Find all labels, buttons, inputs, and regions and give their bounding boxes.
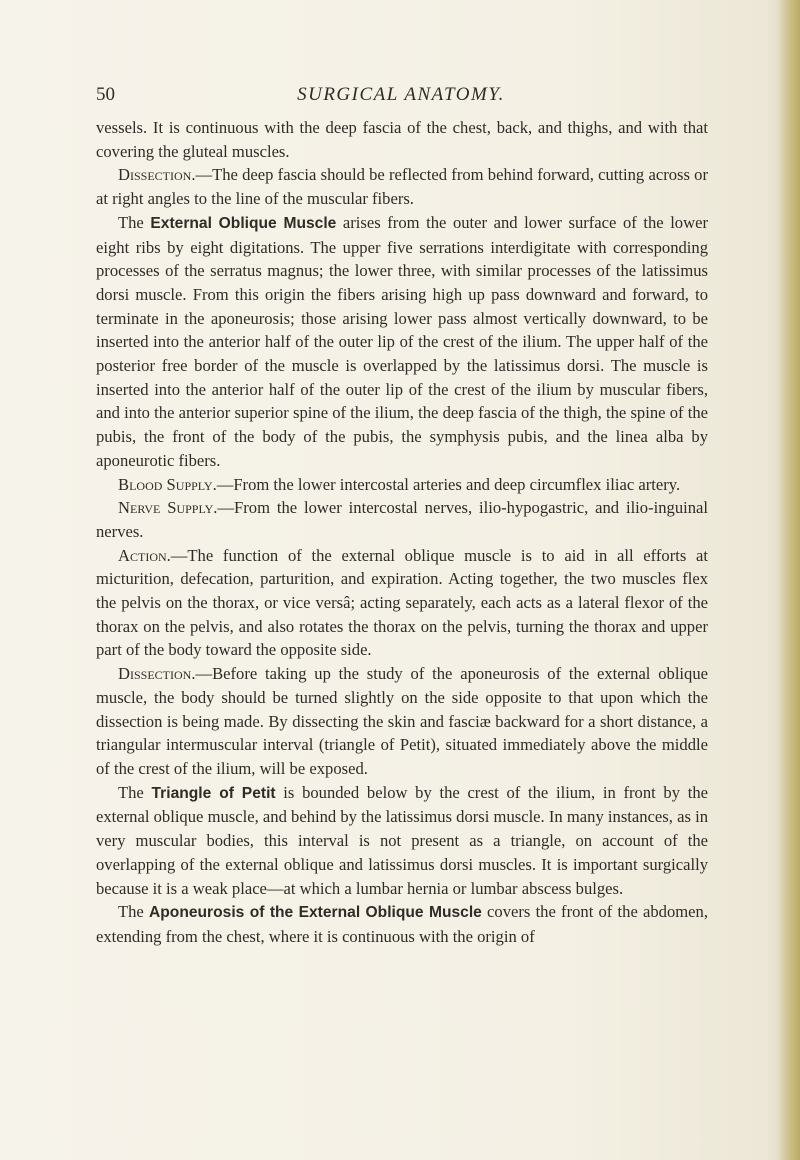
section-heading: Aponeurosis of the External Oblique Muscle (149, 904, 482, 922)
paragraph-text: vessels. It is continuous with the deep fascia of the chest, back, and thighs, and with that covering the gluteal muscles. (96, 118, 708, 161)
running-title: SURGICAL ANATOMY. (297, 84, 505, 105)
paragraph-lead: The (118, 212, 151, 232)
section-heading: External Oblique Muscle (150, 214, 337, 232)
page-number: 50 (96, 84, 115, 105)
section-label: Dissection. (118, 664, 196, 684)
paragraph-lead: The (118, 902, 150, 922)
paragraph-text: arises from the outer and lower surface of the lower eight ribs by eight digitations. The upper five serrations interdigitate with corresponding processes of the serratus magnus; the lower three, with similar processes of the latissimus dorsi muscle. From this origin the fibers arising high up pass downward and forward, to terminate in the aponeurosis; those arising lower pass almost vertically downward, to be inserted into the anterior half of the outer lip of the crest of the ilium. The upper half of the posterior free border of the muscle is overlapped by the latissimus dorsi. The muscle is inserted into the anterior half of the outer lip of the crest of the ilium by muscular fibers, and into the anterior superior spine of the ilium, the deep fascia of the thigh, the spine of the pubis, the front of the body of the pubis, the symphysis pubis, and the linea alba by aponeurotic fibers. (96, 212, 708, 470)
paragraph-dissection-1 (96, 163, 708, 210)
paragraph-external-oblique (96, 211, 708, 473)
paragraph-vessels (96, 116, 708, 163)
section-label: Dissection. (118, 165, 196, 185)
page-header (96, 84, 706, 110)
paragraph-triangle-of-petit (96, 781, 708, 901)
paragraph-text: —From the lower intercostal arteries and deep circumflex iliac artery. (216, 474, 681, 494)
paragraph-action (96, 544, 708, 663)
body-text (96, 116, 708, 949)
paragraph-text: is bounded below by the crest of the ilium, in front by the external oblique muscle, and behind by the latissimus dorsi muscle. In many instances, as in very muscular bodies, this interval is not present as a triangle, on account of the overlapping of the external oblique and latissimus dorsi muscles. It is important surgically because it is a weak place—at which a lumbar hernia or lumbar abscess bulges. (96, 782, 708, 898)
paragraph-text: covers the front of the abdomen, extending from the chest, where it is continuous with the origin of (96, 902, 708, 946)
paragraph-aponeurosis (96, 900, 708, 948)
section-label: Nerve Supply. (118, 498, 218, 518)
paragraph-lead: The (118, 782, 152, 802)
paragraph-text: —From the lower intercostal nerves, ilio-hypogastric, and ilio-inguinal nerves. (96, 498, 708, 541)
paragraph-dissection-2 (96, 662, 708, 781)
section-heading: Triangle of Petit (151, 784, 276, 802)
section-label: Blood Supply. (118, 474, 217, 494)
page-edge-shadow (778, 0, 800, 1160)
paragraph-blood-supply (96, 473, 708, 497)
paragraph-text: —Before taking up the study of the aponeurosis of the external oblique muscle, the body should be turned slightly on the side opposite to that upon which the dissection is being made. By dissecting the skin and fasciæ backward for a short distance, a triangular intermuscular interval (triangle of Petit), situated immediately above the middle of the crest of the ilium, will be exposed. (96, 664, 708, 778)
paragraph-text: —The function of the external oblique muscle is to aid in all efforts at micturition, defecation, parturition, and expiration. Acting together, the two muscles flex the pelvis on the thorax, or vice versâ; acting separately, each acts as a lateral flexor of the thorax on the pelvis, and also rotates the thorax on the pelvis, turning the thorax and upper part of the body toward the opposite side. (96, 545, 708, 660)
paragraph-text: —The deep fascia should be reflected from behind forward, cutting across or at right angles to the line of the muscular fibers. (96, 165, 708, 209)
section-label: Action. (118, 545, 171, 565)
paragraph-nerve-supply (96, 496, 708, 543)
